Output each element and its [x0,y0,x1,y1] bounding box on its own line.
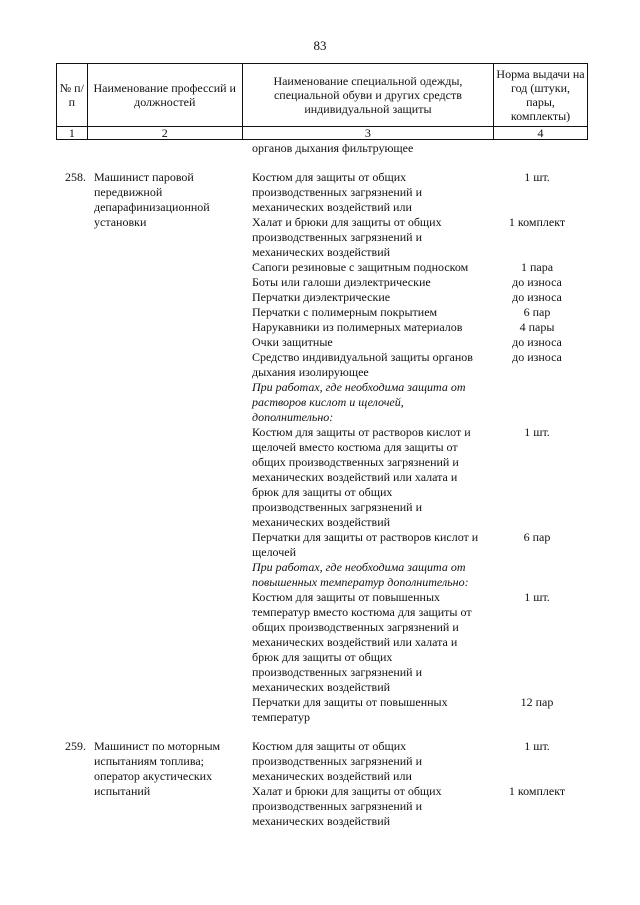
continuation-item: органов дыхания фильтрующее [252,141,414,155]
list-item: Костюм для защиты от повышенных температур вместо костюма для защиты от общих производственных загрязнений и механических воздействий или халата и брюк для защиты от общих производственных загрязнений и механических воздействий 1 шт. [252,590,550,694]
header-col-number: № п/п [57,64,88,127]
entry-259 [56,739,588,829]
list-item: Перчатки для защиты от растворов кислот и щелочей 6 пар [252,530,551,559]
list-item: Нарукавники из полимерных материалов 4 пары [252,320,555,334]
list-item: Костюм для защиты от общих производственных загрязнений и механических воздействий или 1 шт. [252,739,550,783]
list-item: Перчатки диэлектрические до износа [252,290,562,304]
list-item-condition: При работах, где необходима защита от повышенных температур дополнительно: [252,560,469,589]
list-item: Костюм для защиты от общих производственных загрязнений и механических воздействий или 1 шт. [252,170,550,214]
list-item: Сапоги резиновые с защитным подноском 1 пара [252,260,554,274]
list-item: Боты или галоши диэлектрические до износа [252,275,562,289]
list-item-condition: При работах, где необходима защита от растворов кислот и щелочей, дополнительно: [252,380,466,424]
table-header [56,63,588,140]
list-item: Очки защитные до износа [252,335,562,349]
entry-profession: Машинист паровой передвижной депарафинизационной установки [94,170,210,229]
header-col-norm: Норма выдачи на год (штуки, пары, комплекты) [494,64,588,127]
continuation-row [56,141,588,156]
header-col-profession: Наименование профессий и должностей [87,64,242,127]
header-num-4: 4 [494,127,588,140]
list-item: Костюм для защиты от растворов кислот и щелочей вместо костюма для защиты от общих производственных загрязнений и механических воздействий или халата и брюк для защиты от общих производственных загрязнений и механических воздействий 1 шт. [252,425,550,529]
entry-number: 259. [65,739,86,753]
list-item: Халат и брюки для защиты от общих производственных загрязнений и механических воздействий 1 комплект [252,784,566,828]
list-item: Перчатки с полимерным покрытием 6 пар [252,305,551,319]
header-num-2: 2 [87,127,242,140]
header-num-3: 3 [242,127,493,140]
list-item: Средство индивидуальной защиты органов дыхания изолирующее до износа [252,350,562,379]
entry-profession: Машинист по моторным испытаниям топлива; оператор акустических испытаний [94,739,221,798]
header-num-1: 1 [57,127,88,140]
list-item: Перчатки для защиты от повышенных температур 12 пар [252,695,554,724]
header-col-protection: Наименование специальной одежды, специальной обуви и других средств индивидуальной защиты [242,64,493,127]
table-body [56,141,588,829]
entry-number: 258. [65,170,86,184]
page-number: 83 [313,38,327,53]
entry-258 [56,170,588,725]
list-item: Халат и брюки для защиты от общих производственных загрязнений и механических воздействий 1 комплект [252,215,566,259]
